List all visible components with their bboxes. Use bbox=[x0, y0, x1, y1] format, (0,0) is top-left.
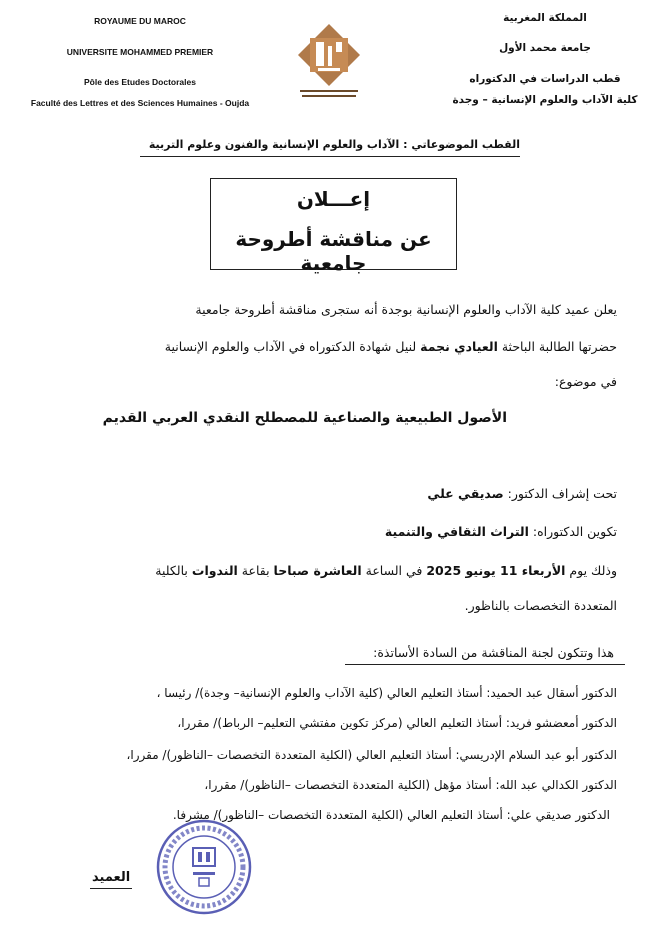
doctoral-program-name: التراث الثقافي والتنمية bbox=[384, 524, 529, 539]
header-fr-line-3: Pôle des Etudes Doctorales bbox=[84, 77, 196, 87]
defense-date: الأربعاء 11 يونيو 2025 bbox=[426, 563, 566, 578]
schedule-p4: بالكلية bbox=[155, 563, 192, 578]
dean-stamp-icon bbox=[155, 818, 253, 916]
header-ar-line-1: المملكة المغربية bbox=[503, 12, 587, 24]
schedule-p1: وذلك يوم bbox=[565, 563, 617, 578]
schedule-line-1 bbox=[155, 563, 617, 578]
title-box bbox=[210, 178, 457, 275]
header-fr-line-2: UNIVERSITE MOHAMMED PREMIER bbox=[66, 47, 214, 57]
committee-member: الدكتور الكدالي عبد الله: أستاذ مؤهل (الكلية المتعددة التخصصات –الناظور)/ مقررا، bbox=[204, 778, 617, 792]
pole-underline bbox=[140, 156, 520, 157]
pole-line: القطب الموضوعاتي : الآداب والعلوم الإنسانية والفنون وعلوم التربية bbox=[148, 138, 520, 151]
dean-underline bbox=[90, 888, 132, 889]
committee-intro: هذا وتتكون لجنة المناقشة من السادة الأساتذة: bbox=[373, 645, 614, 660]
doctoral-program-label: تكوين الدكتوراه: bbox=[528, 524, 617, 539]
intro-line-1: يعلن عميد كلية الآداب والعلوم الإنسانية بوجدة أنه ستجرى مناقشة أطروحة جامعية bbox=[195, 302, 617, 317]
intro-line-3: في موضوع: bbox=[554, 374, 617, 389]
header-ar-line-4: كلية الآداب والعلوم الإنسانية – وجدة bbox=[452, 94, 638, 106]
header-fr-line-1: ROYAUME DU MAROC bbox=[94, 16, 186, 26]
defense-time: العاشرة صباحا bbox=[273, 563, 362, 578]
title-line-1: إعـــلان bbox=[296, 187, 371, 211]
committee-member: الدكتور أبو عبد السلام الإدريسي: أستاذ التعليم العالي (الكلية المتعددة التخصصات –الناظور)/ مقررا، bbox=[126, 748, 617, 762]
intro-line-2 bbox=[165, 339, 617, 354]
intro-line-2-post: لنيل شهادة الدكتوراه في الآداب والعلوم الإنسانية bbox=[164, 339, 421, 354]
committee-member: الدكتور أسقال عبد الحميد: أستاذ التعليم العالي (كلية الآداب والعلوم الإنسانية– وجدة)/ رئيسا ، bbox=[156, 686, 617, 700]
schedule-line-2: المتعددة التخصصات بالناظور. bbox=[464, 598, 617, 613]
dean-label: العميد bbox=[92, 870, 131, 885]
supervision-line bbox=[427, 486, 617, 501]
intro-line-2-pre: حضرتها الطالبة الباحثة bbox=[497, 339, 617, 354]
faculty-logo-icon bbox=[296, 22, 362, 102]
committee-member: الدكتور صديقي علي: أستاذ التعليم العالي (الكلية المتعددة التخصصات –الناظور)/ مشرفا. bbox=[172, 808, 610, 822]
committee-member: الدكتور أمعضشو فريد: أستاذ التعليم العالي (مركز تكوين مفتشي التعليم– الرباط)/ مقررا، bbox=[177, 716, 617, 730]
defense-room: الندوات bbox=[191, 563, 238, 578]
title-line-2: عن مناقشة أطروحة جامعية bbox=[235, 227, 432, 275]
doctoral-program-line bbox=[385, 524, 617, 539]
schedule-p3: بقاعة bbox=[237, 563, 274, 578]
header-fr-line-4: Faculté des Lettres et des Sciences Humaines - Oujda bbox=[30, 98, 250, 108]
student-name: العيادي نجمة bbox=[420, 339, 498, 354]
header-ar-line-3: قطب الدراسات في الدكتوراه bbox=[469, 73, 621, 85]
committee-intro-underline bbox=[345, 664, 625, 665]
thesis-subject: الأصول الطبيعية والصناعية للمصطلح النقدي العربي القديم bbox=[102, 410, 507, 426]
supervision-label: تحت إشراف الدكتور: bbox=[503, 486, 617, 501]
supervisor-name: صديقي علي bbox=[427, 486, 504, 501]
header-ar-line-2: جامعة محمد الأول bbox=[499, 42, 591, 54]
schedule-p2: في الساعة bbox=[361, 563, 427, 578]
